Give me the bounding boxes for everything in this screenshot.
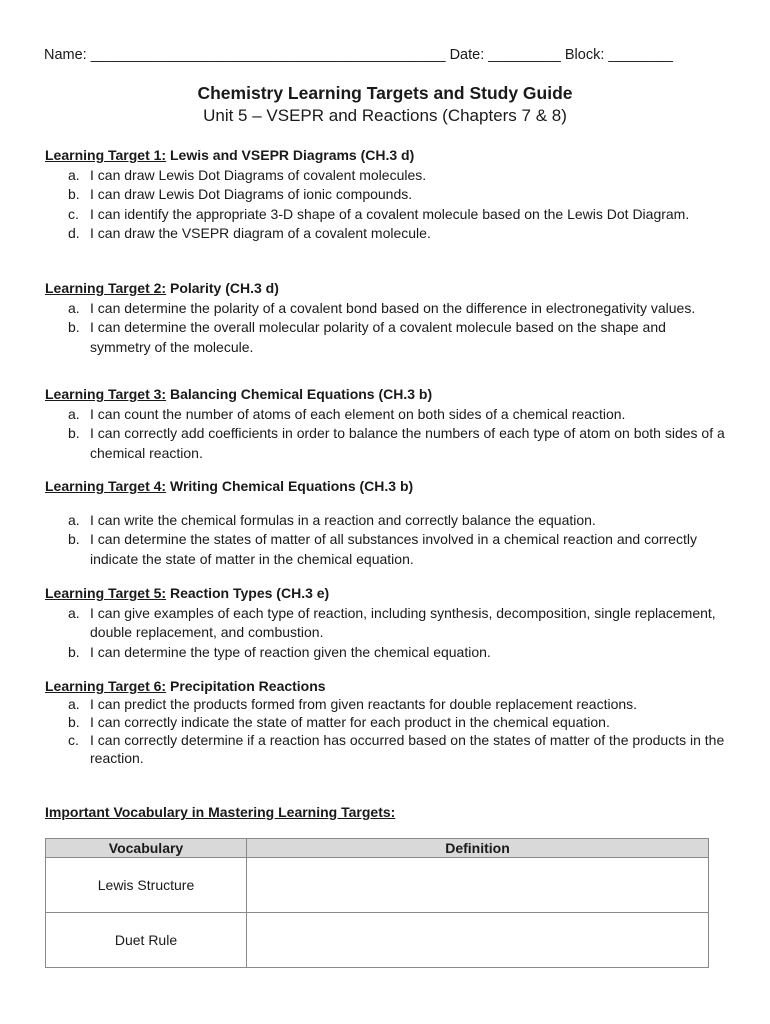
list-item: a. I can determine the polarity of a covalent bond based on the difference in electronegativity values. <box>68 299 696 316</box>
vocab-definition-cell[interactable] <box>247 913 709 968</box>
target-items <box>45 511 725 570</box>
vocabulary-heading: Important Vocabulary in Mastering Learning Targets: <box>45 804 396 820</box>
target-heading <box>45 279 725 299</box>
learning-target-6 <box>45 677 725 767</box>
list-item: a. I can give examples of each type of reaction, including synthesis, decomposition, single replacement, double replacement, and combustion. <box>68 604 716 640</box>
list-item: a. I can predict the products formed from given reactants for double replacement reactions. <box>68 696 638 712</box>
target-items <box>45 166 725 244</box>
learning-target-5 <box>45 584 725 662</box>
list-item: a. I can count the number of atoms of each element on both sides of a chemical reaction. <box>68 405 626 422</box>
column-header-vocabulary: Vocabulary <box>46 839 247 858</box>
target-topic: Lewis and VSEPR Diagrams (CH.3 d) <box>166 147 415 163</box>
learning-target-3 <box>45 385 725 463</box>
target-items <box>45 695 725 767</box>
target-label: Learning Target 3: <box>45 386 167 402</box>
table-header-row <box>46 839 709 858</box>
learning-target-1 <box>45 146 725 244</box>
target-items <box>45 405 725 464</box>
vocabulary-table <box>45 838 709 968</box>
list-item: b. I can draw Lewis Dot Diagrams of ionic compounds. <box>68 186 413 202</box>
target-heading <box>45 477 725 497</box>
target-label: Learning Target 6: <box>45 678 167 694</box>
list-item: b. I can correctly add coefficients in order to balance the numbers of each type of atom on both sides of a chemical reaction. <box>68 425 725 461</box>
table-row <box>46 858 709 913</box>
learning-target-4 <box>45 477 725 569</box>
vocab-term: Duet Rule <box>46 913 247 968</box>
target-items <box>45 604 725 663</box>
list-item: a. I can write the chemical formulas in a reaction and correctly balance the equation. <box>68 511 596 528</box>
list-item: b. I can determine the states of matter of all substances involved in a chemical reaction and correctly indicate the state of matter in the chemical equation. <box>68 531 697 567</box>
target-label: Learning Target 5: <box>45 585 167 601</box>
column-header-definition: Definition <box>247 839 709 858</box>
learning-target-2 <box>45 279 725 357</box>
list-item: c. I can identify the appropriate 3-D shape of a covalent molecule based on the Lewis Dot Diagram. <box>68 205 690 222</box>
table-row <box>46 913 709 968</box>
target-heading <box>45 146 725 166</box>
target-topic: Writing Chemical Equations (CH.3 b) <box>166 478 414 494</box>
target-label: Learning Target 1: <box>45 147 167 163</box>
title-block <box>0 82 770 127</box>
page-title: Chemistry Learning Targets and Study Guide <box>197 83 573 103</box>
list-item: d. I can draw the VSEPR diagram of a covalent molecule. <box>68 225 431 241</box>
target-heading <box>45 385 725 405</box>
vocab-term: Lewis Structure <box>46 858 247 913</box>
list-item: b. I can correctly indicate the state of matter for each product in the chemical equation. <box>68 714 610 730</box>
page-subtitle: Unit 5 – VSEPR and Reactions (Chapters 7 & 8) <box>203 106 567 125</box>
target-items <box>45 299 725 358</box>
target-topic: Reaction Types (CH.3 e) <box>166 585 330 601</box>
target-label: Learning Target 2: <box>45 280 167 296</box>
list-item: a. I can draw Lewis Dot Diagrams of covalent molecules. <box>68 166 427 183</box>
name-date-block-line: Name: ____________________________________________ Date: _________ Block: ________ <box>44 47 673 63</box>
list-item: b. I can determine the overall molecular polarity of a covalent molecule based on the shape and symmetry of the molecule. <box>68 319 666 355</box>
list-item: c. I can correctly determine if a reaction has occurred based on the states of matter of the products in the reaction. <box>68 732 725 766</box>
vocab-definition-cell[interactable] <box>247 858 709 913</box>
target-heading <box>45 584 725 604</box>
target-topic: Balancing Chemical Equations (CH.3 b) <box>166 386 433 402</box>
target-topic: Polarity (CH.3 d) <box>166 280 279 296</box>
target-label: Learning Target 4: <box>45 478 167 494</box>
target-heading <box>45 677 725 695</box>
target-topic: Precipitation Reactions <box>166 678 326 694</box>
list-item: b. I can determine the type of reaction given the chemical equation. <box>68 643 491 660</box>
